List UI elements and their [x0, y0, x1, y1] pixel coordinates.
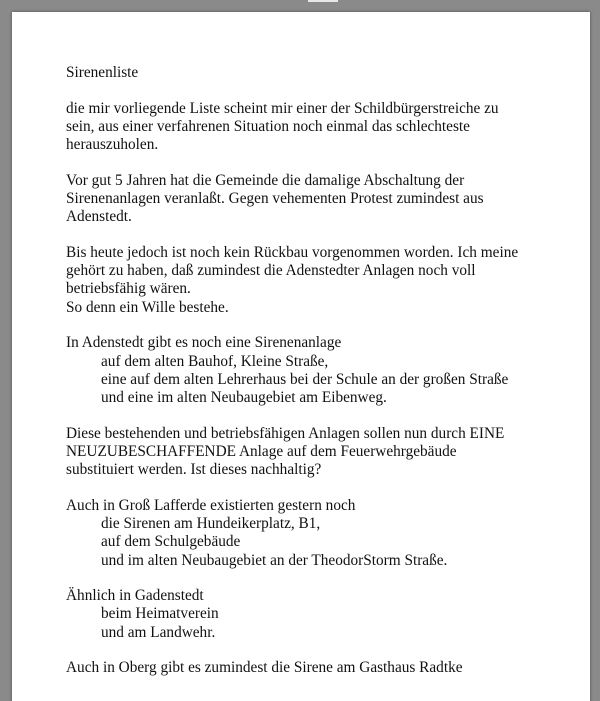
paragraph-line: Vor gut 5 Jahren hat die Gemeinde die damalige Abschaltung der: [66, 171, 465, 189]
viewer-top-tab[interactable]: [308, 0, 338, 2]
paragraph-line: die mir vorliegende Liste scheint mir einer der Schildbürgerstreiche zu: [66, 99, 499, 117]
paragraph-line: sein, aus einer verfahrenen Situation noch einmal das schlechteste: [66, 117, 470, 135]
indented-line: beim Heimatverein: [101, 605, 219, 623]
indented-line: die Sirenen am Hundeikerplatz, B1,: [101, 515, 321, 533]
indented-line: auf dem Schulgebäude: [101, 533, 241, 551]
indented-line: und am Landwehr.: [101, 623, 216, 641]
paragraph-line: In Adenstedt gibt es noch eine Sirenenanlage: [66, 334, 342, 352]
paragraph-line: Adenstedt.: [66, 208, 132, 226]
indented-line: auf dem alten Bauhof, Kleine Straße,: [101, 352, 329, 370]
paragraph-line: betriebsfähig wären.: [66, 280, 191, 298]
paragraph-line: Ähnlich in Gadenstedt: [66, 587, 204, 605]
paragraph-line: Diese bestehenden und betriebsfähigen Anlagen sollen nun durch EINE: [66, 424, 505, 442]
document-body: [66, 64, 546, 678]
paragraph-line: Auch in Oberg gibt es zumindest die Sirene am Gasthaus Radtke: [66, 659, 463, 677]
paragraph-line: gehört zu haben, daß zumindest die Adenstedter Anlagen noch voll: [66, 262, 476, 280]
paragraph-line: NEUZUBESCHAFFENDE Anlage auf dem Feuerwehrgebäude: [66, 442, 457, 460]
paragraph-line: Auch in Groß Lafferde existierten gestern noch: [66, 496, 356, 514]
indented-line: und eine im alten Neubaugebiet am Eibenweg.: [101, 389, 387, 406]
paragraph-line: Bis heute jedoch ist noch kein Rückbau vorgenommen worden. Ich meine: [66, 244, 519, 262]
document-page: [12, 12, 590, 701]
indented-line: eine auf dem alten Lehrerhaus bei der Schule an der großen Straße: [101, 370, 509, 388]
paragraph-line: Sirenenanlagen veranlaßt. Gegen vehementen Protest zumindest aus: [66, 190, 484, 208]
document-title: Sirenenliste: [66, 64, 139, 81]
paragraph-line: herauszuholen.: [66, 136, 159, 154]
paragraph-line: So denn ein Wille bestehe.: [66, 298, 229, 316]
indented-line: und im alten Neubaugebiet an der TheodorStorm Straße.: [101, 551, 448, 569]
paragraph-line: substituiert werden. Ist dieses nachhaltig?: [66, 461, 322, 479]
